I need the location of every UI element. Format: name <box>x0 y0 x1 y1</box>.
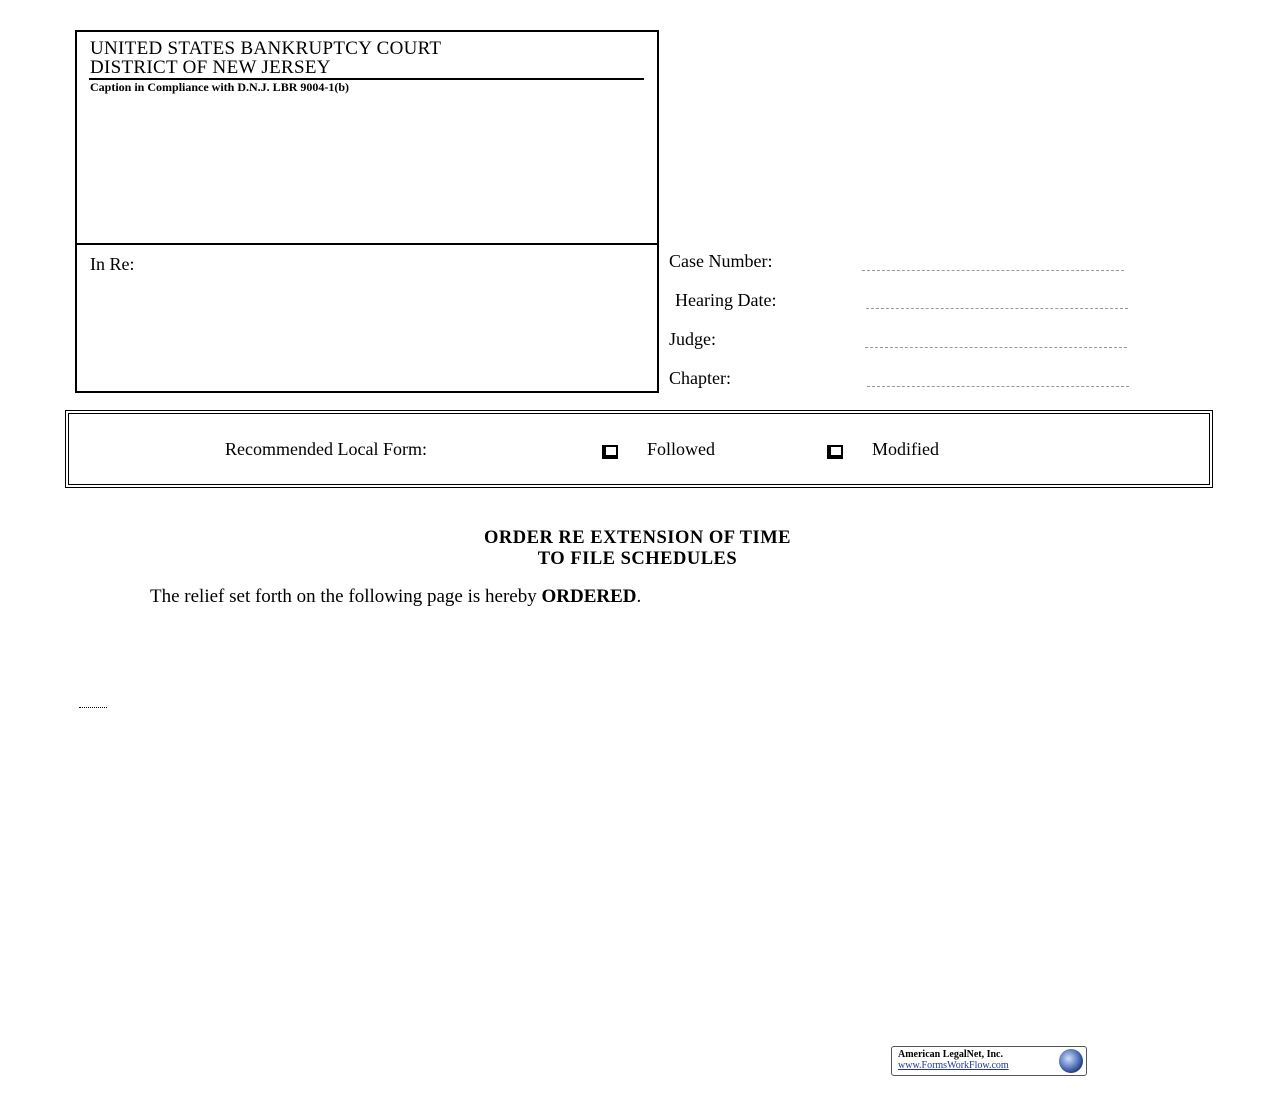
order-body-period: . <box>636 586 642 607</box>
logo-url-link[interactable]: www.FormsWorkFlow.com <box>898 1060 1009 1071</box>
dotted-separator <box>79 707 107 708</box>
american-legalnet-logo[interactable] <box>891 1046 1087 1076</box>
order-title-line-1: ORDER RE EXTENSION OF TIME <box>484 528 791 548</box>
order-body-text: The relief set forth on the following page is hereby <box>150 586 542 607</box>
compliance-note: Caption in Compliance with D.N.J. LBR 9004-1(b) <box>90 80 350 94</box>
chapter-label: Chapter: <box>669 368 731 388</box>
court-name <box>90 39 441 77</box>
order-title-line-2: TO FILE SCHEDULES <box>537 549 738 569</box>
logo-company: American LegalNet, Inc. <box>898 1049 1003 1060</box>
modified-label: Modified <box>872 439 939 459</box>
modified-checkbox[interactable] <box>827 445 843 459</box>
judge-label: Judge: <box>669 329 716 349</box>
ordered-emphasis: ORDERED <box>541 586 637 607</box>
judge-field[interactable] <box>865 347 1127 348</box>
case-number-field[interactable] <box>862 270 1124 271</box>
followed-checkbox[interactable] <box>602 445 618 459</box>
chapter-field[interactable] <box>867 386 1129 387</box>
globe-icon <box>1059 1049 1083 1073</box>
case-number-label: Case Number: <box>669 251 773 271</box>
caption-box <box>75 30 659 245</box>
in-re-box <box>75 243 659 393</box>
order-body <box>150 586 641 608</box>
court-line-1: UNITED STATES BANKRUPTCY COURT <box>90 38 442 59</box>
followed-label: Followed <box>647 439 716 459</box>
order-title <box>0 528 1275 570</box>
hearing-date-field[interactable] <box>866 308 1128 309</box>
in-re-label: In Re: <box>90 254 135 274</box>
hearing-date-label: Hearing Date: <box>675 290 777 310</box>
local-form-box <box>65 410 1213 488</box>
local-form-label: Recommended Local Form: <box>225 439 427 459</box>
court-line-2: DISTRICT OF NEW JERSEY <box>90 57 331 78</box>
